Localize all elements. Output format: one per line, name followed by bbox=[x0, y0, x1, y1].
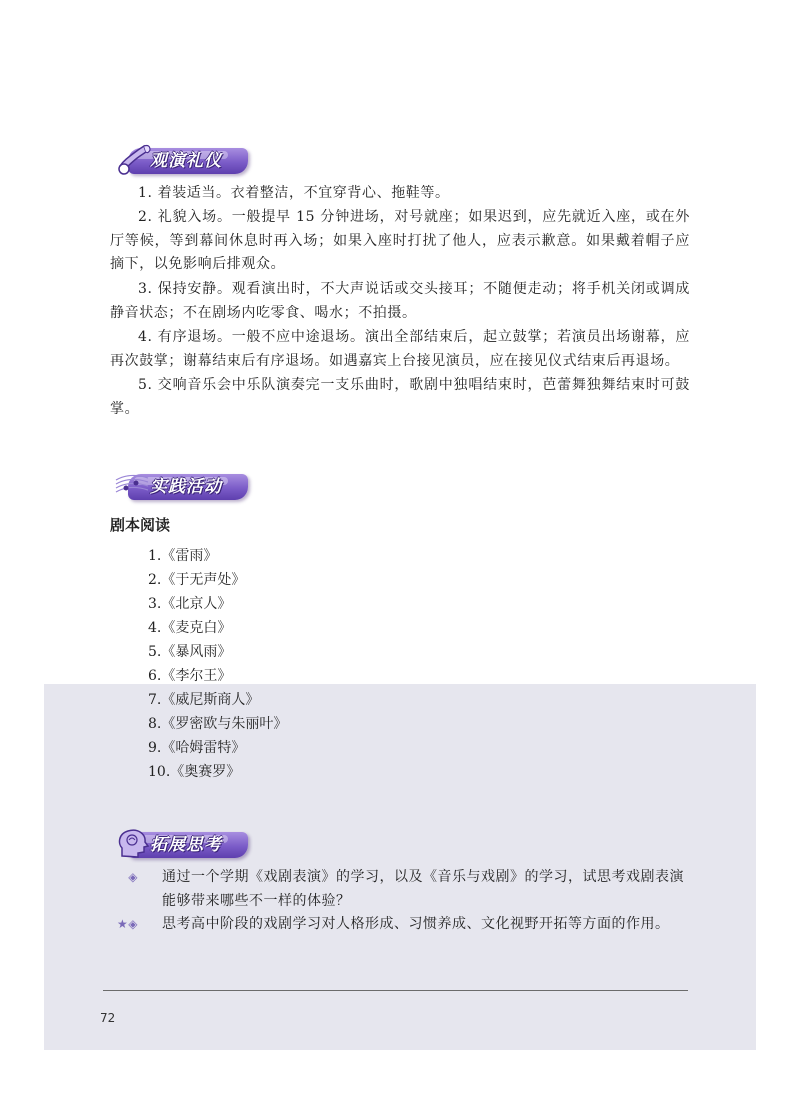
reading-heading: 剧本阅读 bbox=[110, 516, 171, 534]
banner-title: 观演礼仪 bbox=[150, 151, 222, 171]
list-item: 8.《罗密欧与朱丽叶》 bbox=[148, 716, 288, 732]
section-banner-practice bbox=[110, 466, 270, 506]
question-2 bbox=[110, 913, 690, 937]
head-brain-icon bbox=[114, 826, 154, 862]
music-staff-icon bbox=[114, 468, 154, 504]
list-item: 2.《于无声处》 bbox=[148, 572, 246, 588]
etiquette-item-2: 2. 礼貌入场。一般提早 15 分钟进场，对号就座；如果迟到，应先就近入座，或在外厅等候，等到幕间休息时再入场；如果入座时打扰了他人，应表示歉意。如果戴着帽子应摘下，以免影响后排观众。 bbox=[110, 209, 690, 272]
list-item: 5.《暴风雨》 bbox=[148, 644, 232, 660]
star-diamond-icon: ★◈ bbox=[117, 917, 138, 931]
etiquette-item-5: 5. 交响音乐会中乐队演奏完一支乐曲时，歌剧中独唱结束时，芭蕾舞独舞结束时可鼓掌。 bbox=[110, 377, 690, 417]
section-banner-etiquette bbox=[110, 140, 270, 180]
question-text: 通过一个学期《戏剧表演》的学习，以及《音乐与戏剧》的学习，试思考戏剧表演 bbox=[162, 869, 684, 885]
trumpet-icon bbox=[114, 142, 154, 178]
list-item: 4.《麦克白》 bbox=[148, 620, 232, 636]
banner-title: 拓展思考 bbox=[150, 835, 222, 855]
list-item: 7.《威尼斯商人》 bbox=[148, 692, 260, 708]
list-item: 3.《北京人》 bbox=[148, 596, 232, 612]
play-list bbox=[148, 544, 287, 784]
list-item: 10.《奥赛罗》 bbox=[148, 764, 241, 780]
question-1 bbox=[110, 866, 690, 913]
list-item: 9.《哈姆雷特》 bbox=[148, 740, 246, 756]
question-text: 思考高中阶段的戏剧学习对人格形成、习惯养成、文化视野开拓等方面的作用。 bbox=[162, 916, 670, 932]
page-number: 72 bbox=[100, 1011, 116, 1025]
etiquette-item-3: 3. 保持安静。观看演出时，不大声说话或交头接耳；不随便走动；将手机关闭或调成静音状态；不在剧场内吃零食、喝水；不拍摄。 bbox=[110, 281, 690, 321]
question-text: 能够带来哪些不一样的体验？ bbox=[162, 892, 351, 909]
banner-title: 实践活动 bbox=[150, 477, 222, 497]
etiquette-item-1: 1. 着装适当。衣着整洁，不宜穿背心、拖鞋等。 bbox=[138, 185, 450, 201]
diamond-icon: ◈ bbox=[128, 870, 138, 884]
etiquette-item-4: 4. 有序退场。一般不应中途退场。演出全部结束后，起立鼓掌；若演员出场谢幕，应再次鼓掌；谢幕结束后有序退场。如遇嘉宾上台接见演员，应在接见仪式结束后再退场。 bbox=[110, 329, 690, 369]
list-item: 6.《李尔王》 bbox=[148, 668, 232, 684]
footer-divider bbox=[103, 990, 688, 991]
list-item: 1.《雷雨》 bbox=[148, 548, 218, 564]
section-banner-thinking bbox=[110, 824, 270, 864]
